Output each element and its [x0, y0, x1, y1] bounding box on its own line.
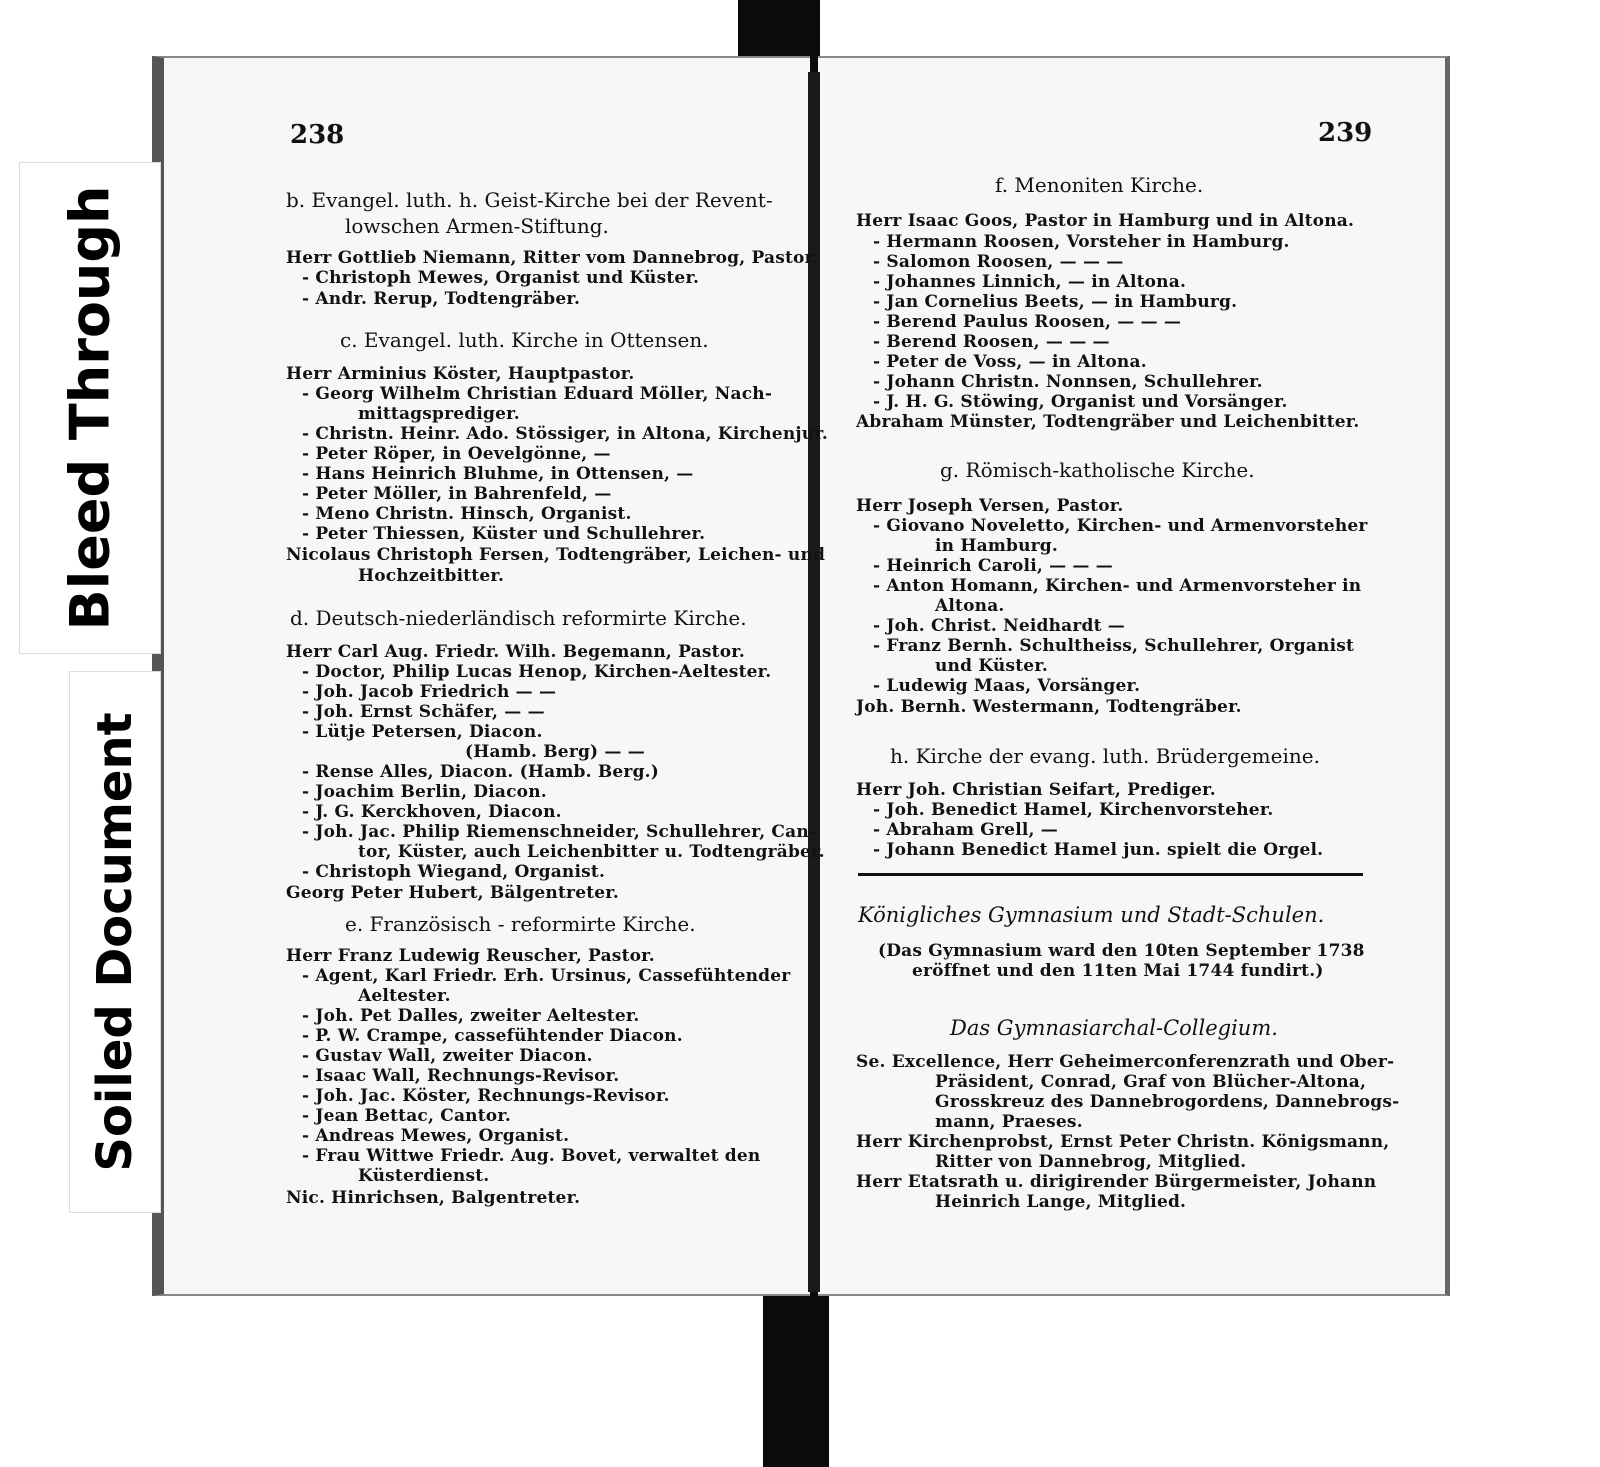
- left-line: - Joh. Ernst Schäfer, — —: [302, 702, 545, 722]
- left-line: - Peter Röper, in Oevelgönne, —: [302, 444, 611, 464]
- soiled-document-label: [70, 672, 160, 1212]
- left-line: - Peter Thiessen, Küster und Schullehrer.: [302, 524, 706, 544]
- right-line: - Heinrich Caroli, — — —: [873, 556, 1113, 576]
- right-line: - Anton Homann, Kirchen- und Armenvorsteher in: [873, 576, 1362, 596]
- right-line: in Hamburg.: [935, 536, 1059, 556]
- left-line: - J. G. Kerckhoven, Diacon.: [302, 802, 562, 822]
- right-line: Abraham Münster, Todtengräber und Leichenbitter.: [856, 412, 1360, 432]
- left-line: - Christoph Wiegand, Organist.: [302, 862, 606, 882]
- left-line: - Andr. Rerup, Todtengräber.: [302, 289, 581, 309]
- left-line: b. Evangel. luth. h. Geist-Kirche bei der Revent-: [286, 188, 773, 212]
- left-line: Herr Gottlieb Niemann, Ritter vom Dannebrog, Pastor.: [286, 248, 819, 268]
- right-line: Altona.: [935, 596, 1005, 616]
- left-line: - Doctor, Philip Lucas Henop, Kirchen-Aeltester.: [302, 662, 772, 682]
- left-line: e. Französisch - reformirte Kirche.: [345, 912, 696, 936]
- left-line: - Meno Christn. Hinsch, Organist.: [302, 504, 632, 524]
- bleed-through-text: Bleed Through: [58, 185, 122, 631]
- left-line: Nicolaus Christoph Fersen, Todtengräber, Leichen- und: [286, 545, 826, 565]
- right-line: mann, Praeses.: [935, 1112, 1083, 1132]
- right-line: - Ludewig Maas, Vorsänger.: [873, 676, 1141, 696]
- left-line: - Frau Wittwe Friedr. Aug. Bovet, verwaltet den: [302, 1146, 761, 1166]
- right-line: - Peter de Voss, — in Altona.: [873, 352, 1147, 372]
- left-line: lowschen Armen-Stiftung.: [345, 214, 609, 238]
- right-line: Ritter von Dannebrog, Mitglied.: [935, 1152, 1247, 1172]
- soiled-document-text: Soiled Document: [87, 712, 143, 1172]
- left-line: - Gustav Wall, zweiter Diacon.: [302, 1046, 593, 1066]
- left-line: - Joachim Berlin, Diacon.: [302, 782, 547, 802]
- left-line: Aeltester.: [358, 986, 451, 1006]
- left-line: mittagsprediger.: [358, 404, 520, 424]
- left-line: - Rense Alles, Diacon. (Hamb. Berg.): [302, 762, 660, 782]
- right-line: Joh. Bernh. Westermann, Todtengräber.: [856, 697, 1242, 717]
- left-line: - Joh. Jac. Köster, Rechnungs-Revisor.: [302, 1086, 670, 1106]
- book-spine-bottom: [763, 1290, 829, 1467]
- section-divider-rule: [858, 873, 1363, 876]
- right-line: f. Menoniten Kirche.: [995, 173, 1204, 197]
- left-line: - P. W. Crampe, cassefühtender Diacon.: [302, 1026, 683, 1046]
- left-line: - Isaac Wall, Rechnungs-Revisor.: [302, 1066, 620, 1086]
- right-line: Heinrich Lange, Mitglied.: [935, 1192, 1187, 1212]
- left-line: (Hamb. Berg) — —: [465, 742, 645, 762]
- left-line: Herr Arminius Köster, Hauptpastor.: [286, 364, 635, 384]
- left-line: - Hans Heinrich Bluhme, in Ottensen, —: [302, 464, 694, 484]
- left-line: d. Deutsch-niederländisch reformirte Kirche.: [290, 606, 747, 630]
- right-line: - Berend Paulus Roosen, — — —: [873, 312, 1182, 332]
- right-line: g. Römisch-katholische Kirche.: [940, 458, 1255, 482]
- bleed-through-label: [20, 163, 160, 653]
- left-line: - Lütje Petersen, Diacon.: [302, 722, 543, 742]
- left-line: - Joh. Jacob Friedrich — —: [302, 682, 557, 702]
- right-line: Das Gymnasiarchal-Collegium.: [950, 1016, 1278, 1040]
- right-line: - Abraham Grell, —: [873, 820, 1058, 840]
- right-line: - Salomon Roosen, — — —: [873, 252, 1124, 272]
- right-line: Herr Isaac Goos, Pastor in Hamburg und in Altona.: [856, 211, 1355, 231]
- left-line: - Joh. Jac. Philip Riemenschneider, Schullehrer, Can-: [302, 822, 817, 842]
- left-line: - Georg Wilhelm Christian Eduard Möller, Nach-: [302, 384, 773, 404]
- right-line: - Jan Cornelius Beets, — in Hamburg.: [873, 292, 1238, 312]
- left-line: tor, Küster, auch Leichenbitter u. Todtengräber.: [358, 842, 825, 862]
- left-line: - Christoph Mewes, Organist und Küster.: [302, 268, 700, 288]
- page-number-right: 239: [1318, 118, 1373, 148]
- right-line: Herr Kirchenprobst, Ernst Peter Christn. Königsmann,: [856, 1132, 1390, 1152]
- right-line: - Johann Christn. Nonnsen, Schullehrer.: [873, 372, 1263, 392]
- right-line: - Franz Bernh. Schultheiss, Schullehrer, Organist: [873, 636, 1355, 656]
- right-line: h. Kirche der evang. luth. Brüdergemeine.: [890, 744, 1320, 768]
- left-line: Hochzeitbitter.: [358, 566, 505, 586]
- right-line: Herr Etatsrath u. dirigirender Bürgermeister, Johann: [856, 1172, 1377, 1192]
- left-line: c. Evangel. luth. Kirche in Ottensen.: [340, 328, 709, 352]
- right-line: Se. Excellence, Herr Geheimerconferenzrath und Ober-: [856, 1052, 1395, 1072]
- right-line: - Berend Roosen, — — —: [873, 332, 1110, 352]
- left-line: - Jean Bettac, Cantor.: [302, 1106, 512, 1126]
- left-line: Herr Franz Ludewig Reuscher, Pastor.: [286, 946, 655, 966]
- right-line: - Johannes Linnich, — in Altona.: [873, 272, 1187, 292]
- right-line: Grosskreuz des Dannebrogordens, Dannebrogs-: [935, 1092, 1400, 1112]
- right-line: - Johann Benedict Hamel jun. spielt die Orgel.: [873, 840, 1324, 860]
- left-line: Herr Carl Aug. Friedr. Wilh. Begemann, Pastor.: [286, 642, 745, 662]
- left-line: - Joh. Pet Dalles, zweiter Aeltester.: [302, 1006, 640, 1026]
- right-line: Herr Joh. Christian Seifart, Prediger.: [856, 780, 1216, 800]
- left-line: Küsterdienst.: [358, 1166, 490, 1186]
- right-line: Herr Joseph Versen, Pastor.: [856, 496, 1124, 516]
- right-line: und Küster.: [935, 656, 1049, 676]
- right-line: - Joh. Christ. Neidhardt —: [873, 616, 1126, 636]
- right-line: - Joh. Benedict Hamel, Kirchenvorsteher.: [873, 800, 1274, 820]
- left-line: Georg Peter Hubert, Bälgentreter.: [286, 883, 620, 903]
- page-number-left: 238: [290, 120, 345, 150]
- left-line: - Agent, Karl Friedr. Erh. Ursinus, Cassefühtender: [302, 966, 791, 986]
- right-line: - J. H. G. Stöwing, Organist und Vorsänger.: [873, 392, 1288, 412]
- right-line: Präsident, Conrad, Graf von Blücher-Altona,: [935, 1072, 1367, 1092]
- left-line: - Peter Möller, in Bahrenfeld, —: [302, 484, 612, 504]
- right-line: (Das Gymnasium ward den 10ten September 1738: [878, 941, 1365, 961]
- left-line: - Christn. Heinr. Ado. Stössiger, in Altona, Kirchenjur.: [302, 424, 828, 444]
- right-line: eröffnet und den 11ten Mai 1744 fundirt.): [912, 961, 1324, 981]
- right-line: - Giovano Noveletto, Kirchen- und Armenvorsteher: [873, 516, 1368, 536]
- right-line: Königliches Gymnasium und Stadt-Schulen.: [858, 903, 1325, 927]
- left-line: - Andreas Mewes, Organist.: [302, 1126, 570, 1146]
- left-line: Nic. Hinrichsen, Balgentreter.: [286, 1188, 581, 1208]
- right-line: - Hermann Roosen, Vorsteher in Hamburg.: [873, 232, 1290, 252]
